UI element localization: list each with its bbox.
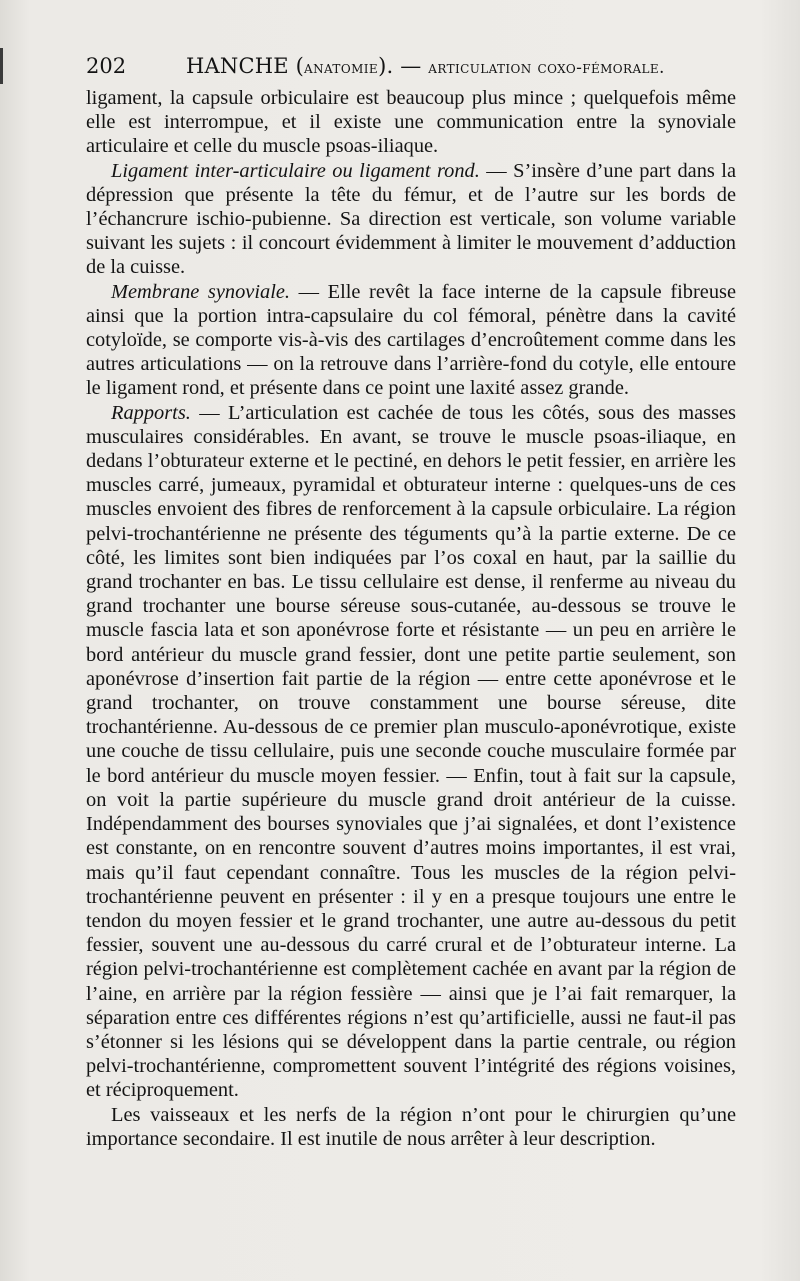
paragraph-vaisseaux: [86, 1103, 736, 1151]
title-small-caps: anatomie: [304, 58, 379, 78]
paragraph-heading: Membrane synoviale.: [111, 280, 291, 303]
paragraph-heading: Rapports.: [111, 401, 191, 424]
paragraph-membrane-synoviale: [86, 280, 736, 401]
paragraph-text: Les vaisseaux et les nerfs de la région n’ont pour le chirurgien qu’une importance secondaire. Il est inutile de nous arrêter à leur description.: [86, 1103, 736, 1150]
title-close: ).: [378, 54, 394, 78]
page-edge-mark: [0, 48, 3, 84]
paragraph-ligament-rond: [86, 159, 736, 280]
title-dash: —: [393, 54, 429, 78]
paragraph-capsule: [86, 86, 736, 159]
body-text: [86, 86, 736, 1151]
paragraph-text: ligament, la capsule orbiculaire est beaucoup plus mince ; quelquefois même elle est interrompue, et il existe une communication entre la synoviale articulaire et celle du muscle psoas-iliaque.: [86, 87, 736, 158]
running-header: [86, 52, 736, 80]
title-main: HANCHE (: [186, 54, 305, 78]
page-number: 202: [86, 54, 127, 78]
paragraph-text: — L’articulation est cachée de tous les côtés, sous des masses musculaires considérables. En avant, se trouve le muscle psoas-iliaque, en dedans l’obturateur externe et le pectiné, en dehors le petit fessier, en arrière les muscles carré, jumeaux, pyramidal et obturateur interne : quelques-uns de ces muscles envoient des fibres de renforcement à la capsule orbiculaire. La région pelvi-trochantérienne ne présente des téguments qu’à la partie externe. De ce côté, les limites sont bien indiquées par l’os coxal en haut, par la saillie du grand trochanter en bas. Le tissu cellulaire est dense, il renferme au niveau du grand trochanter une bourse séreuse sous-cutanée, au-dessous se trouve le muscle fascia lata et son aponévrose forte et résistante — un peu en arrière le bord antérieur du muscle grand fessier, dont une petite partie seulement, son aponévrose d’insertion fait partie de la région — entre cette aponévrose et le grand trochanter, on trouve constamment une bourse séreuse, dite trochantérienne. Au-dessous de ce premier plan musculo-aponévrotique, existe une couche de tissu cellulaire, puis une seconde couche musculaire formée par le bord antérieur du muscle moyen fessier. — Enfin, tout à fait sur la capsule, on voit la partie supérieure du muscle grand droit antérieur de la cuisse. Indépendamment des bourses synoviales que j’ai signalées, et dont l’existence est constante, on en rencontre souvent d’autres moins importantes, il est vrai, mais qu’il faut cependant connaître. Tous les muscles de la région pelvi-trochantérienne peuvent en présenter : il y en a presque toujours une entre le tendon du moyen fessier et le grand trochanter, une autre au-dessous du petit fessier, souvent une au-dessous du carré crural et de l’obturateur interne. La région pelvi-trochantérienne est complètement cachée en avant par la région de l’aine, en arrière par la région fessière — ainsi que je l’ai fait remarquer, la séparation entre ces différentes régions n’est qu’artificielle, aussi ne faut-il pas s’étonner si les lésions qui se développent dans la partie centrale, ou région pelvi-trochantérienne, compromettent souvent l’intégrité des régions voisines, et réciproquement.: [86, 401, 736, 1102]
paragraph-text: — Elle revêt la face interne de la capsule fibreuse ainsi que la portion intra-capsulaire du col fémoral, pénètre dans la cavité cotyloïde, se comporte vis-à-vis des cartilages d’encroûtement comme dans les autres articulations — on la retrouve dans l’arrière-fond du cotyle, elle entoure le ligament rond, et présente dans ce point une laxité assez grande.: [86, 280, 737, 400]
running-title: [186, 52, 665, 82]
title-right: articulation coxo-fémorale.: [428, 58, 665, 78]
paragraph-rapports: [86, 401, 736, 1103]
paragraph-heading: Ligament inter-articulaire ou ligament rond.: [111, 159, 480, 182]
paragraph-text: — S’insère d’une part dans la dépression que présente la tête du fémur, et de l’autre sur les bords de l’échancrure ischio-pubienne. Sa direction est verticale, son volume variable suivant les sujets : il concourt évidemment à limiter le mouvement d’adduction de la cuisse.: [86, 159, 736, 279]
